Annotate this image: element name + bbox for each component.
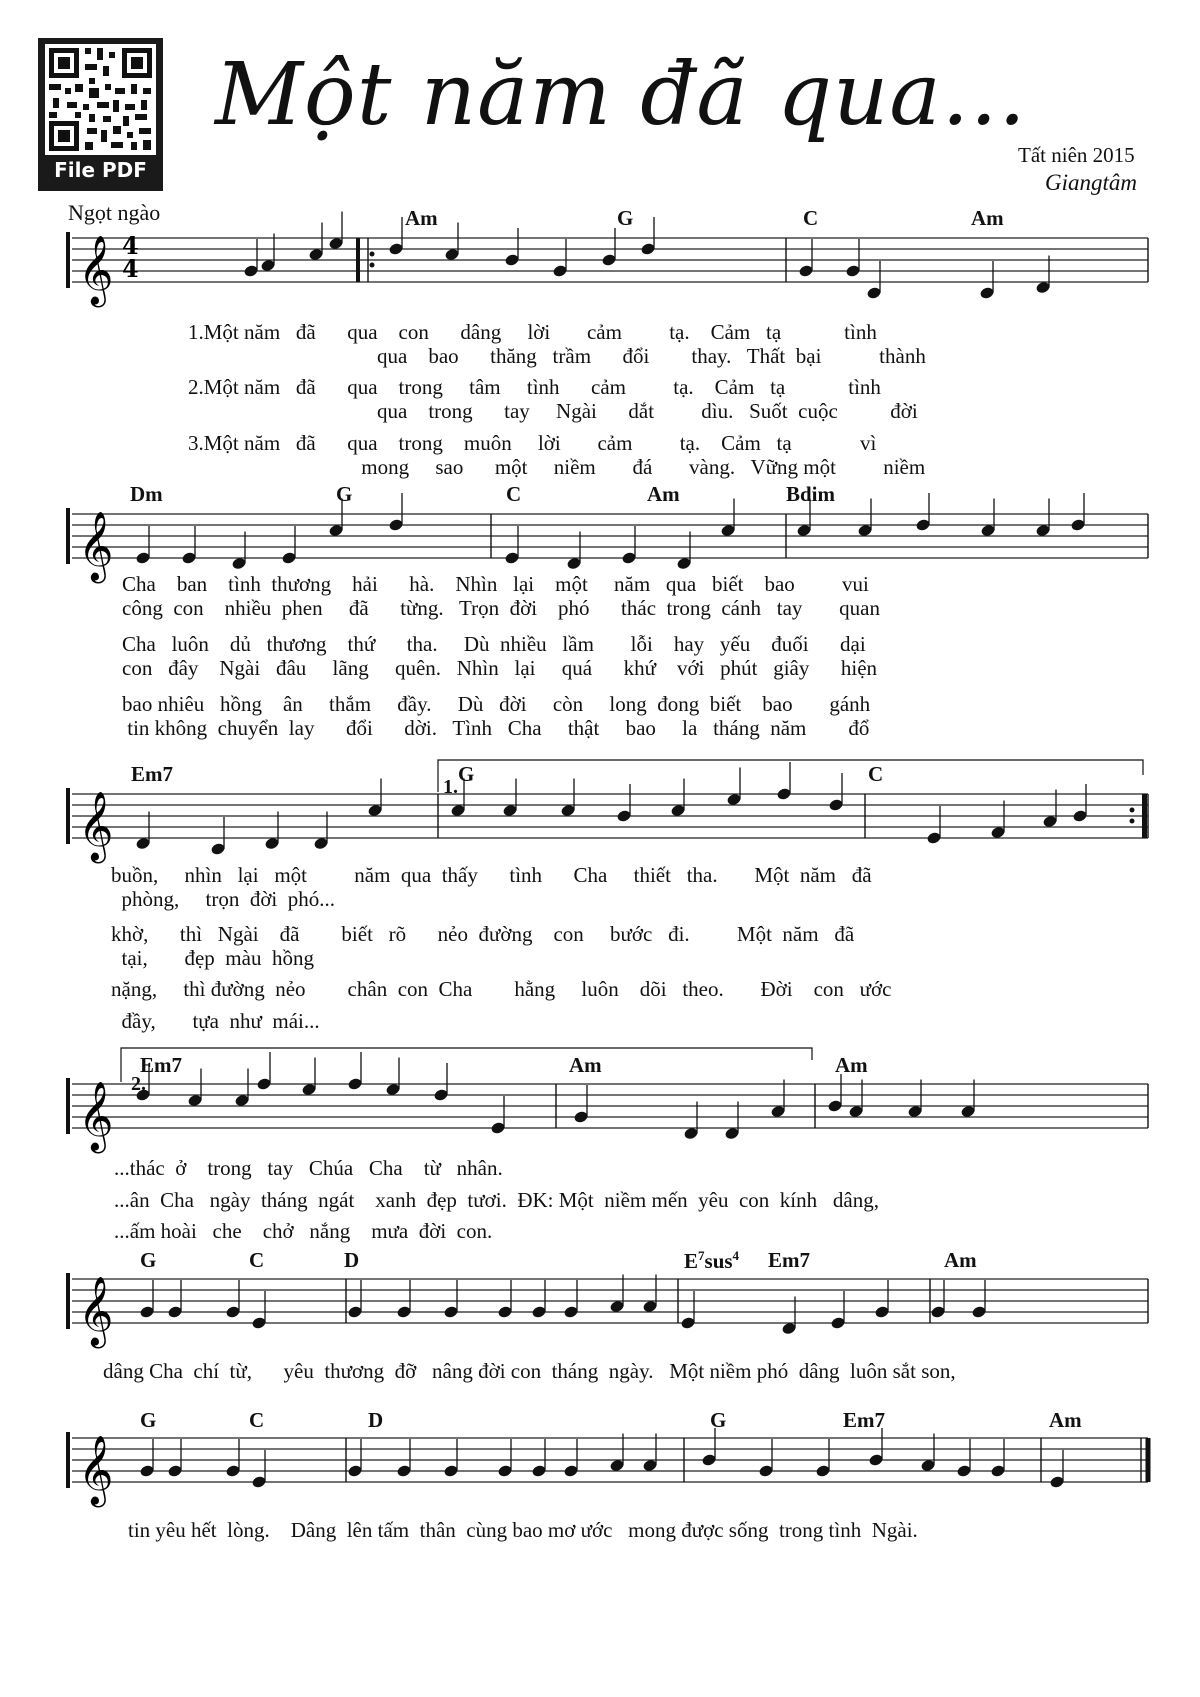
repeat-start-thick	[356, 238, 360, 282]
time-signature-top: 4	[122, 231, 139, 260]
lyric-line: Cha ban tình thương hải hà. Nhìn lại một năm qua biết bao vui	[122, 572, 869, 596]
treble-clef-icon: 𝄞	[78, 1276, 114, 1346]
chord-symbol: G	[710, 1408, 727, 1432]
chord-symbol: Am	[944, 1248, 977, 1272]
chord-symbol: G	[458, 762, 475, 786]
lyric-line: qua trong tay Ngài dắt dìu. Suốt cuộc đời	[188, 399, 918, 423]
lyric-line: đầy, tựa như mái...	[111, 1009, 320, 1033]
tempo-marking: Ngọt ngào	[68, 200, 161, 225]
volta-bracket	[121, 1048, 812, 1082]
lyric-line: khờ, thì Ngài đã biết rõ nẻo đường con bước đi. Một năm đã	[111, 922, 855, 946]
chord-symbol: Am	[569, 1053, 602, 1077]
volta-second-ending: 2.	[131, 1073, 146, 1095]
time-signature-bottom: 4	[122, 254, 139, 283]
lyric-line: Cha luôn dủ thương thứ tha. Dù nhiều lầm lỗi hay yếu đuối dại	[122, 632, 866, 656]
chord-symbol	[131, 762, 173, 787]
chord-symbol: C	[506, 482, 522, 506]
repeat-end-thick	[1142, 794, 1147, 838]
lyric-line: 3.Một năm đã qua trong muôn lời cảm tạ. Cảm tạ vì	[188, 431, 877, 455]
chord-symbol: G	[140, 1408, 157, 1432]
lyric-line: mong sao một niềm đá vàng. Vững một niềm	[188, 455, 926, 479]
chord-symbol: Em7	[843, 1408, 885, 1432]
treble-clef-icon: 𝄞	[78, 511, 114, 581]
treble-clef-icon: 𝄞	[78, 1081, 114, 1151]
chord-symbol: Am	[405, 206, 438, 230]
song-subtitle: Tất niên 2015	[1018, 143, 1135, 167]
lyric-line: công con nhiều phen đã từng. Trọn đời phó thác trong cánh tay quan	[122, 596, 880, 620]
repeat-dot	[370, 252, 375, 257]
chord-symbol: G	[617, 206, 634, 230]
lyric-line: qua bao thăng trầm đổi thay. Thất bại thành	[188, 344, 926, 368]
chord-symbol: Am	[1049, 1408, 1082, 1432]
composer-signature: Giangtâm	[1045, 170, 1137, 195]
qr-label[interactable]: File PDF	[54, 158, 147, 182]
treble-clef-icon: 𝄞	[78, 1435, 114, 1505]
lyric-line: con đây Ngài đâu lãng quên. Nhìn lại quá khứ với phút giây hiện	[122, 656, 878, 680]
repeat-dot	[1130, 808, 1135, 813]
lyric-line: tin không chuyển lay đổi dời. Tình Cha thật bao la tháng năm đổ	[122, 716, 870, 740]
treble-clef-icon: 𝄞	[78, 235, 114, 305]
chord-symbol: C	[868, 762, 884, 786]
lyric-line: 2.Một năm đã qua trong tâm tình cảm tạ. Cảm tạ tình	[188, 375, 881, 399]
chord-symbol: Am	[835, 1053, 868, 1077]
chord-symbol: Am	[971, 206, 1004, 230]
lyric-line: buồn, nhìn lại một năm qua thấy tình Cha thiết tha. Một năm đã	[111, 863, 872, 887]
chord-symbol: C	[249, 1248, 265, 1272]
repeat-dot	[370, 263, 375, 268]
lyric-line: ...ân Cha ngày tháng ngát xanh đẹp tươi. ĐK: Một niềm mến yêu con kính dâng,	[114, 1188, 879, 1212]
lyric-line: phòng, trọn đời phó...	[111, 887, 336, 911]
chord-symbol: D	[368, 1408, 384, 1432]
chord-symbol-text: Em7	[131, 762, 173, 786]
chord-symbol: Bdim	[786, 482, 836, 506]
chord-symbol: Am	[647, 482, 680, 506]
chord-symbol: C	[249, 1408, 265, 1432]
lyric-line: 1.Một năm đã qua con dâng lời cảm tạ. Cảm tạ tình	[188, 320, 877, 344]
chord-symbol: G	[140, 1248, 157, 1272]
chord-symbol: Dm	[130, 482, 163, 506]
chord-symbol-esus: $E^7sus^4$	[684, 1248, 740, 1273]
lyric-line: nặng, thì đường nẻo chân con Cha hằng luôn dõi theo. Đời con ước	[111, 977, 892, 1001]
repeat-dot	[1130, 819, 1135, 824]
chord-symbol: Em7	[140, 1053, 182, 1077]
lyric-line: tại, đẹp màu hồng	[111, 946, 314, 970]
lyric-line: ...ấm hoài che chở nắng mưa đời con.	[114, 1219, 493, 1243]
chord-symbol: C	[803, 206, 819, 230]
chord-symbol: G	[336, 482, 353, 506]
lyric-line: bao nhiêu hồng ân thắm đầy. Dù đời còn long đong biết bao gánh	[122, 692, 871, 716]
chord-symbol: Em7	[768, 1248, 810, 1272]
lyric-line: tin yêu hết lòng. Dâng lên tấm thân cùng bao mơ ước mong được sống trong tình Ngài.	[128, 1518, 918, 1542]
volta-first-ending: 1.	[443, 776, 458, 798]
song-title: Một năm đã qua...	[215, 45, 1027, 145]
lyric-line: ...thác ở trong tay Chúa Cha từ nhân.	[114, 1156, 503, 1180]
treble-clef-icon: 𝄞	[78, 791, 114, 861]
lyric-line: dâng Cha chí từ, yêu thương đỡ nâng đời con tháng ngày. Một niềm phó dâng luôn sắt son,	[103, 1359, 956, 1383]
chord-symbol: D	[344, 1248, 360, 1272]
